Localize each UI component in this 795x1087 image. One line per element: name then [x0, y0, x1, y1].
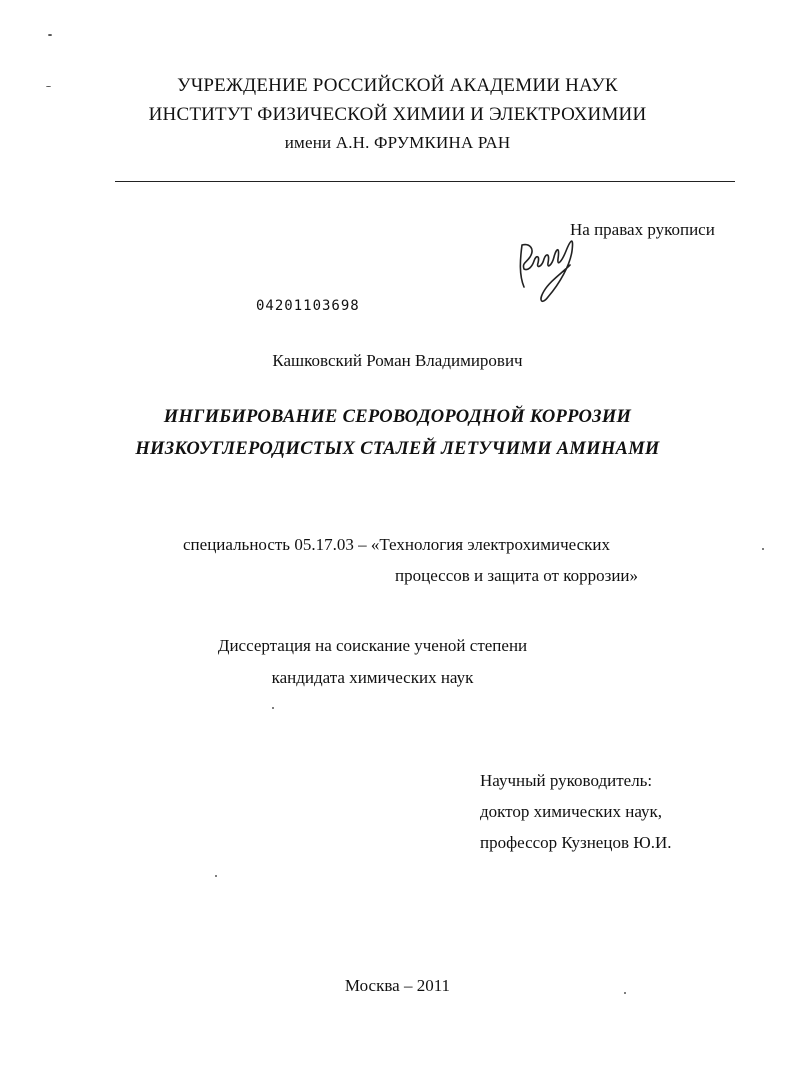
- institution-line-1: УЧРЕЖДЕНИЕ РОССИЙСКОЙ АКАДЕМИИ НАУК: [177, 75, 618, 96]
- specialty-line-1: специальность 05.17.03 – «Технология электрохимических: [183, 535, 611, 554]
- advisor-name: профессор Кузнецов Ю.И.: [480, 833, 672, 852]
- city-year: Москва – 2011: [344, 976, 451, 995]
- advisor-degree: доктор химических наук,: [480, 802, 663, 821]
- scan-speck: [272, 707, 274, 709]
- scan-speck: [46, 86, 51, 87]
- specialty-line-2: процессов и защита от коррозии»: [395, 566, 639, 585]
- institution-line-2: ИНСТИТУТ ФИЗИЧЕСКОЙ ХИМИИ И ЭЛЕКТРОХИМИИ: [148, 104, 647, 125]
- institution-line-3: имени А.Н. ФРУМКИНА РАН: [284, 133, 511, 152]
- thesis-title-line-2: НИЗКОУГЛЕРОДИСТЫХ СТАЛЕЙ ЛЕТУЧИМИ АМИНАМИ: [135, 439, 660, 459]
- header-divider: [115, 181, 735, 182]
- thesis-title-line-1: ИНГИБИРОВАНИЕ СЕРОВОДОРОДНОЙ КОРРОЗИИ: [163, 407, 632, 427]
- scan-speck: [48, 34, 52, 36]
- manuscript-note: На правах рукописи: [570, 220, 715, 239]
- advisor-label: Научный руководитель:: [480, 771, 653, 790]
- author-name: Кашковский Роман Владимирович: [272, 351, 523, 370]
- scan-speck: [624, 992, 626, 994]
- scan-speck: [762, 548, 764, 550]
- signature-mark: [510, 225, 600, 310]
- dissertation-line-1: Диссертация на соискание ученой степени: [217, 636, 528, 655]
- scan-speck: [215, 875, 217, 877]
- dissertation-line-2: кандидата химических наук: [271, 668, 474, 687]
- catalog-number: 04201103698: [256, 298, 360, 314]
